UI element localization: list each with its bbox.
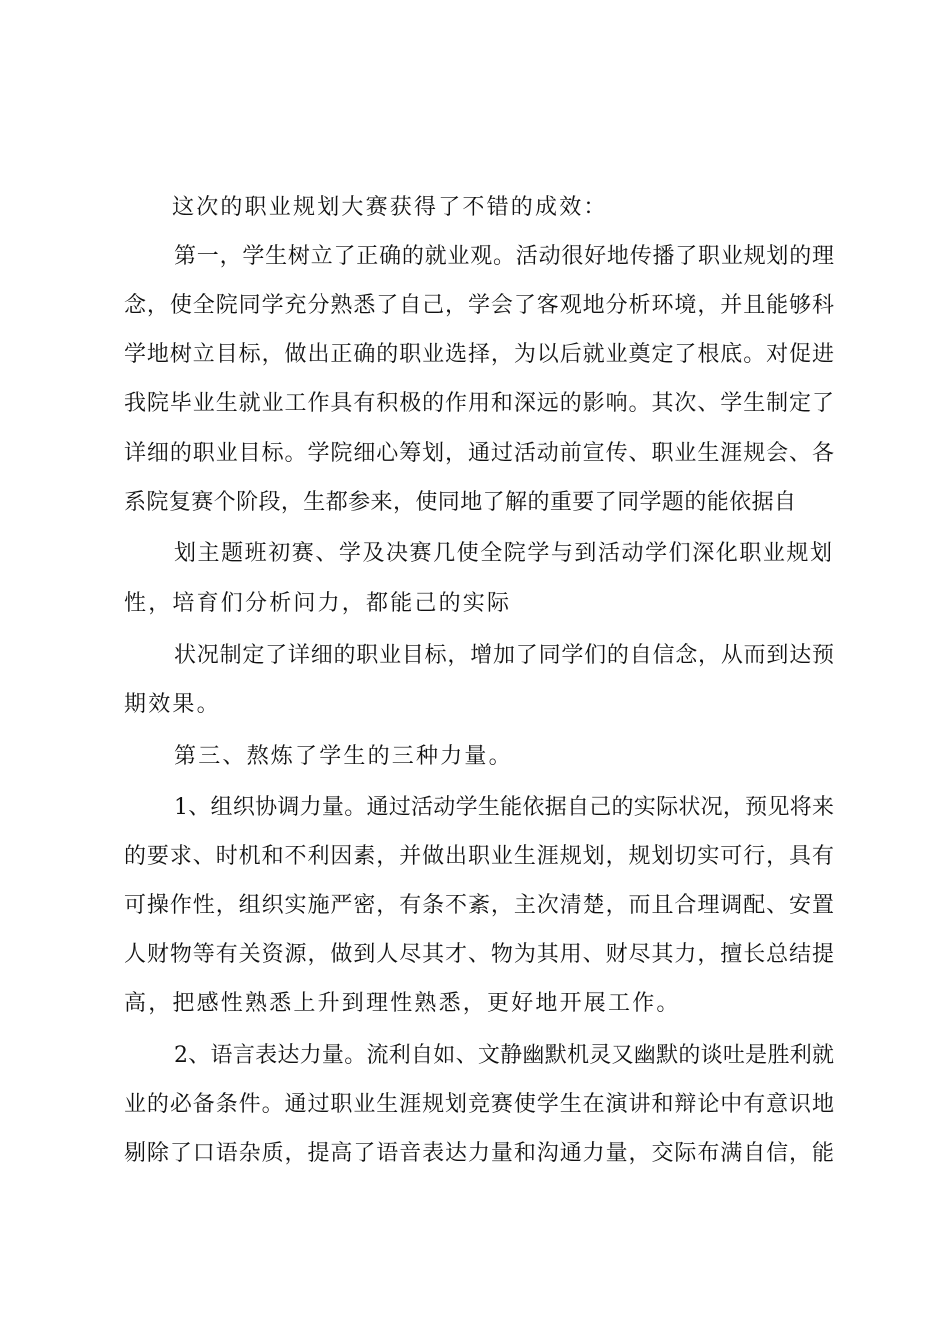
- text-line: 人财物等有关资源，做到人尽其才、物为其用、财尽其力，擅长总结提: [124, 942, 834, 967]
- text-line: 学地树立目标，做出正确的职业选择，为以后就业奠定了根底。对促进: [124, 342, 834, 367]
- text-line: 的要求、时机和不利因素，并做出职业生涯规划，规划切实可行，具有: [124, 844, 834, 869]
- text-line: 1、组织协调力量。通过活动学生能依据自己的实际状况，预见将来: [174, 795, 834, 820]
- text-line: 业的必备条件。通过职业生涯规划竞赛使学生在演讲和辩论中有意识地: [124, 1092, 834, 1117]
- text-line: 第三、熬炼了学生的三种力量。: [174, 744, 513, 769]
- text-line: 期效果。: [124, 692, 221, 717]
- text-line: 念，使全院同学充分熟悉了自己，学会了客观地分析环境，并且能够科: [124, 293, 834, 318]
- text-line: 详细的职业目标。学院细心筹划，通过活动前宣传、职业生涯规会、各: [124, 441, 834, 466]
- text-line: 性，培育们分析问力，都能己的实际: [124, 591, 512, 616]
- text-line: 状况制定了详细的职业目标，增加了同学们的自信念，从而到达预: [174, 643, 834, 668]
- text-line: 这次的职业规划大赛获得了不错的成效：: [172, 195, 608, 220]
- text-line: 可操作性，组织实施严密，有条不紊，主次清楚，而且合理调配、安置: [124, 893, 834, 918]
- text-line: 高，把感性熟悉上升到理性熟悉，更好地开展工作。: [124, 991, 681, 1016]
- text-line: 系院复赛个阶段，生都参来，使同地了解的重要了同学题的能依据自: [124, 490, 796, 515]
- text-line: 划主题班初赛、学及决赛几使全院学与到活动学们深化职业规划: [174, 541, 832, 566]
- text-line: 第一，学生树立了正确的就业观。活动很好地传播了职业规划的理: [174, 244, 834, 269]
- text-line: 我院毕业生就业工作具有积极的作用和深远的影响。其次、学生制定了: [124, 391, 834, 416]
- text-line: 剔除了口语杂质，提高了语音表达力量和沟通力量，交际布满自信，能: [124, 1141, 834, 1166]
- text-line: 2、语言表达力量。流利自如、文静幽默机灵又幽默的谈吐是胜利就: [174, 1043, 834, 1068]
